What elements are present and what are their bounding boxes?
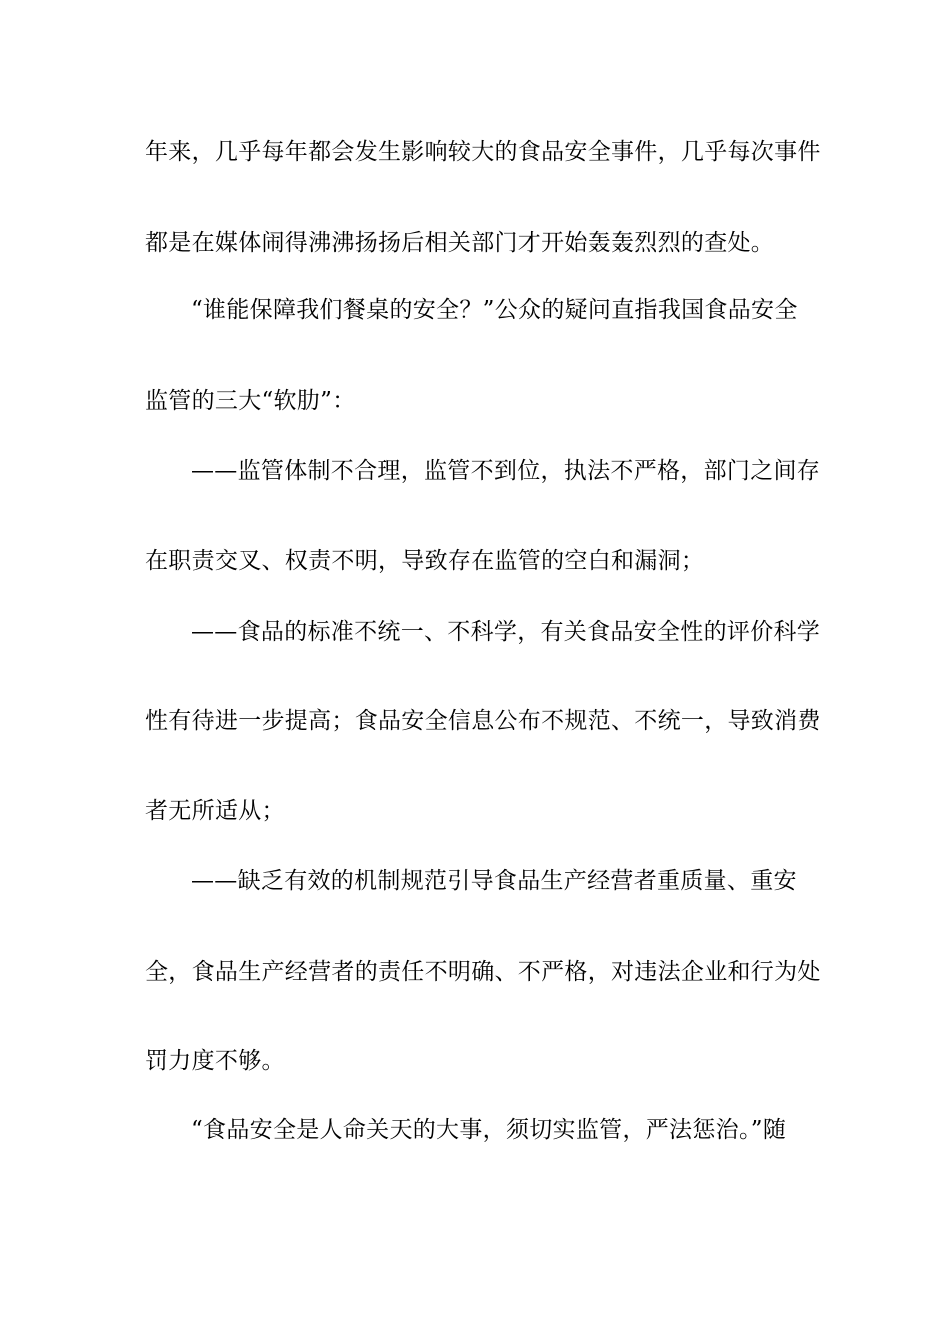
text-line: 全，食品生产经营者的责任不明确、不严格，对违法企业和行为处 <box>145 959 821 985</box>
text-line: ——缺乏有效的机制规范引导食品生产经营者重质量、重安 <box>191 868 797 894</box>
text-line: ——食品的标准不统一、不科学，有关食品安全性的评价科学 <box>191 619 821 645</box>
text-line: 都是在媒体闹得沸沸扬扬后相关部门才开始轰轰烈烈的查处。 <box>145 230 775 256</box>
text-line: 在职责交叉、权责不明，导致存在监管的空白和漏洞； <box>145 548 705 574</box>
text-line: “食品安全是人命关天的大事，须切实监管，严法惩治。”随 <box>191 1117 787 1143</box>
text-line: 罚力度不够。 <box>145 1048 285 1074</box>
text-line: 年来，几乎每年都会发生影响较大的食品安全事件，几乎每次事件 <box>145 139 821 165</box>
text-line: “谁能保障我们餐桌的安全？”公众的疑问直指我国食品安全 <box>191 297 798 323</box>
text-line: ——监管体制不合理，监管不到位，执法不严格，部门之间存 <box>191 458 821 484</box>
text-line: 性有待进一步提高；食品安全信息公布不规范、不统一，导致消费 <box>145 708 821 734</box>
text-line: 监管的三大“软肋”： <box>145 388 356 414</box>
text-line: 者无所适从； <box>145 798 285 824</box>
